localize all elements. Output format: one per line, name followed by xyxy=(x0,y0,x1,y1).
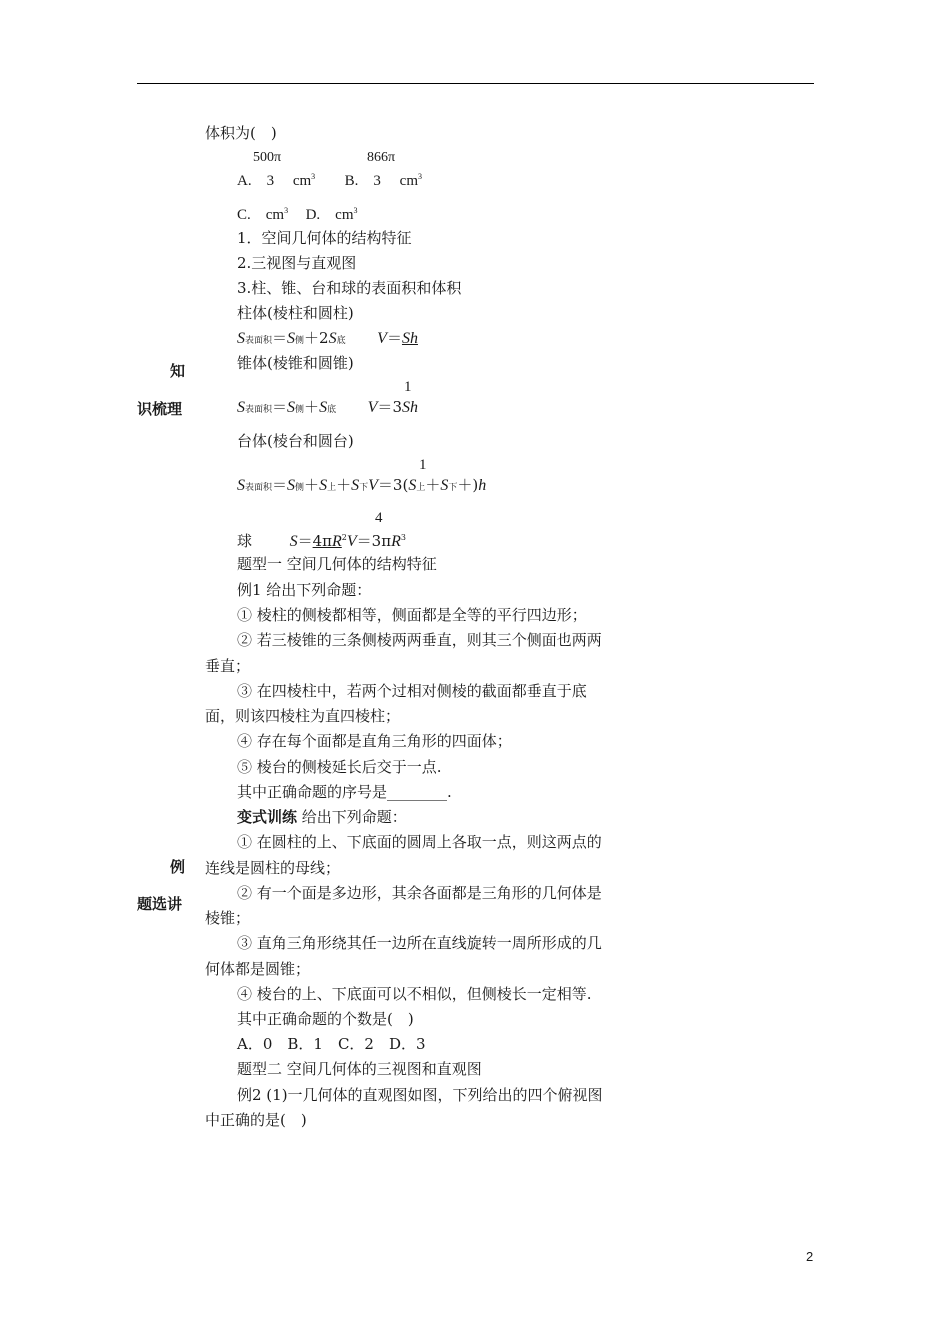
knowledge-item-2: 2.三视图与直观图 xyxy=(237,254,357,272)
frustum-heading: 台体(棱台和圆台) xyxy=(237,432,354,450)
proposition-2b: 垂直； xyxy=(205,657,251,675)
proposition-4: ④ 存在每个面都是直角三角形的四面体； xyxy=(237,732,512,750)
variant-4: ④ 棱台的上、下底面可以不相似，但侧棱长一定相等. xyxy=(237,985,592,1003)
option-d-exponent: 3 xyxy=(353,206,358,215)
question-1: 其中正确命题的序号是________. xyxy=(237,783,452,801)
sphere-fraction-numerator: 4 xyxy=(375,510,383,526)
example-1-intro: 例1 给出下列命题： xyxy=(237,581,372,599)
proposition-1: ① 棱柱的侧棱都相等，侧面都是全等的平行四边形； xyxy=(237,606,587,624)
line-volume: 体积为( ) xyxy=(205,124,277,142)
proposition-3b: 面，则该四棱柱为直四棱柱； xyxy=(205,707,401,725)
sphere-formula: 球 $S=4\pi R^2V=3\pi R^3$ xyxy=(237,532,406,550)
options-cd xyxy=(237,201,358,225)
header-rule xyxy=(137,83,814,84)
frustum-fraction-numerator: 1 xyxy=(419,457,427,473)
variant-training: 变式训练 给出下列命题： xyxy=(237,808,407,826)
example-2a: 例2 (1)一几何体的直观图如图，下列给出的四个俯视图 xyxy=(237,1086,603,1104)
knowledge-item-3: 3.柱、锥、台和球的表面积和体积 xyxy=(237,279,462,297)
proposition-2a: ② 若三棱锥的三条侧棱两两垂直，则其三个侧面也两两 xyxy=(237,631,602,649)
variant-training-label: 变式训练 xyxy=(237,808,298,826)
variant-2b: 棱锥； xyxy=(205,909,251,927)
variant-1b: 连线是圆柱的母线； xyxy=(205,859,341,877)
topic-1-heading: 题型一 空间几何体的结构特征 xyxy=(237,555,437,573)
options-ab xyxy=(237,167,422,191)
page-number: 2 xyxy=(806,1249,814,1264)
variant-3a: ③ 直角三角形绕其任一边所在直线旋转一周所形成的几 xyxy=(237,934,602,952)
side-label-examples-2: 题选讲 xyxy=(137,895,183,913)
side-label-knowledge-1: 知 xyxy=(170,362,186,380)
pyramid-heading: 锥体(棱锥和圆锥) xyxy=(237,354,354,372)
option-c-exponent: 3 xyxy=(284,206,289,215)
question-2-options: A．0 B．1 C．2 D．3 xyxy=(237,1035,426,1053)
option-a-exponent: 3 xyxy=(311,172,316,181)
frustum-formula: S表面积＝S侧＋S上＋S下V＝3(S上＋S下＋)h xyxy=(237,476,487,494)
sphere-label: 球 xyxy=(237,532,253,550)
example-2b: 中正确的是( ) xyxy=(205,1111,307,1129)
variant-2a: ② 有一个面是多边形，其余各面都是三角形的几何体是 xyxy=(237,884,602,902)
pyramid-fraction-numerator: 1 xyxy=(404,379,412,395)
question-2: 其中正确命题的个数是( ) xyxy=(237,1010,414,1028)
option-b-exponent: 3 xyxy=(418,172,423,181)
option-c: C. cm xyxy=(237,207,285,223)
side-label-examples-1: 例 xyxy=(170,858,186,876)
side-label-knowledge-2: 识梳理 xyxy=(137,400,183,418)
topic-2-heading: 题型二 空间几何体的三视图和直观图 xyxy=(237,1060,482,1078)
variant-3b: 何体都是圆锥； xyxy=(205,960,311,978)
fraction-numerator-b: 866π xyxy=(367,150,396,165)
knowledge-item-1: 1．空间几何体的结构特征 xyxy=(237,229,412,247)
prism-formula: S表面积＝S侧＋2S底 V＝Sh xyxy=(237,329,418,347)
variant-1a: ① 在圆柱的上、下底面的圆周上各取一点，则这两点的 xyxy=(237,833,602,851)
option-d: D. cm xyxy=(305,207,354,223)
proposition-5: ⑤ 棱台的侧棱延长后交于一点. xyxy=(237,758,442,776)
proposition-3a: ③ 在四棱柱中，若两个过相对侧棱的截面都垂直于底 xyxy=(237,682,587,700)
option-a: A. 3 cm xyxy=(237,173,312,189)
pyramid-formula: S表面积＝S侧＋S底 V＝3Sh xyxy=(237,398,418,416)
fraction-numerator-a: 500π xyxy=(253,150,282,165)
option-b: B. 3 cm xyxy=(344,173,419,189)
prism-heading: 柱体(棱柱和圆柱) xyxy=(237,304,354,322)
